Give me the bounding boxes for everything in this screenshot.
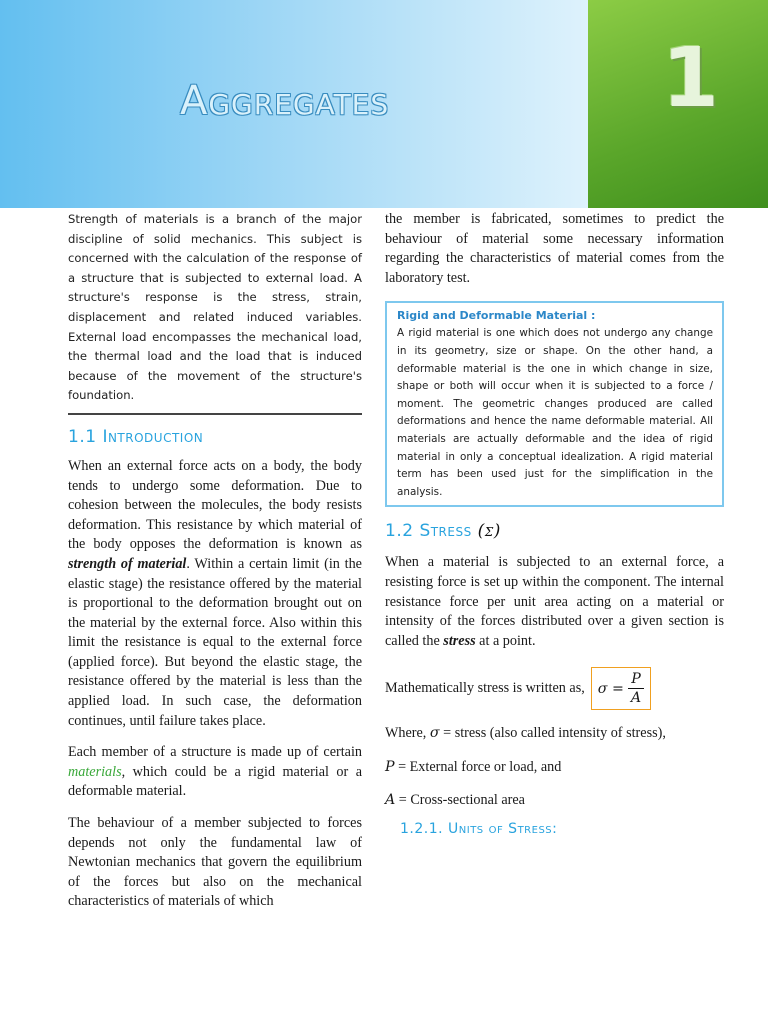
introduction-paragraph-2 (68, 743, 362, 802)
stress-formula (591, 667, 651, 710)
left-column (68, 210, 362, 912)
intro-paragraph: Strength of materials is a branch of the major discipline of solid mechanics. This subject is concerned with the calculation of the response of a structure that is subjected to external load. A structure's response is the stress, strain, displacement and related induced variables. External load encompasses the mechanical load, the thermal load and the load that is induced because of the movement of the structure's foundation. (68, 212, 362, 403)
chapter-number: 1 (662, 31, 720, 126)
formula-lhs: σ = (597, 680, 624, 697)
callout-text: A rigid material is one which does not undergo any change in its geometry, size or shape. On the other hand, a deformable material is the one in which change in size, shape or both will occur when it is subjected to a force / moment. The geometric changes produced are called deformations and hence the name deformable material. All materials are actually deformable and the idea of rigid material in only a conceptual idealization. A rigid material term has been used just for the simplification in the analysis. (397, 327, 713, 498)
stress-heading-text: 1.2 Stress (385, 521, 472, 542)
materials-link[interactable]: materials (68, 763, 122, 780)
formula-label: Mathematically stress is written as, (385, 680, 585, 697)
text-run: = Cross-sectional area (395, 792, 525, 809)
formula-numerator: P (628, 670, 644, 689)
emphasis-stress: stress (443, 632, 476, 649)
introduction-paragraph-3-continued: the member is fabricated, sometimes to predict the behaviour of material some necessary information regarding the characteristics of material comes from the laboratory test. (385, 211, 724, 286)
emphasis-strength-of-material: strength of material (68, 555, 187, 572)
introduction-paragraph-3: The behaviour of a member subjected to forces depends not only the fundamental law of Newtonian mechanics that govern the equilibrium of the forces but also on the mechanical characteristics of materials of which (68, 815, 362, 910)
rigid-deformable-callout (385, 301, 724, 507)
chapter-title: Aggregates (180, 78, 390, 124)
chapter-banner (0, 0, 588, 208)
sigma-symbol: (σ) (477, 521, 501, 542)
text-run: = stress (also called intensity of stress), (439, 725, 666, 742)
text-run: = External force or load, and (394, 758, 562, 775)
callout-title: Rigid and Deformable Material : (397, 309, 596, 323)
definition-a (385, 791, 724, 811)
right-column (385, 210, 724, 837)
definition-p (385, 758, 724, 778)
section-divider (68, 413, 362, 415)
stress-formula-line (385, 667, 724, 710)
chapter-number-box (588, 0, 768, 208)
a-symbol: A (385, 792, 396, 809)
text-run: When an external force acts on a body, the body tends to undergo some deformation. Due to cohesion between the molecules, the body resists deformation. This resistance by which material of the body opposes the deformation is known as (68, 457, 362, 553)
text-run: When a material is subjected to an external force, a resisting force is set up within the component. The internal resistance force per unit area acting on a material or intensity of the forces distributed over a given section is called the (385, 554, 724, 649)
p-symbol: P (385, 758, 395, 775)
formula-denominator: A (630, 690, 642, 707)
formula-fraction (628, 670, 644, 707)
stress-paragraph (385, 553, 724, 651)
sigma-symbol: σ (429, 725, 440, 742)
text-run: . Within a certain limit (in the elastic stage) the resistance offered by the material is proportional to the deformation brought out on the material by the external force. Also within this limit the resistance is equal to the external force (applied force). But beyond the elastic stage, the resistance offered by the material is less than the applied load. In such case, the deformation continues, until failure takes place. (68, 555, 362, 729)
text-run: , which could be a rigid material or a deformable material. (68, 763, 362, 800)
introduction-paragraph-1 (68, 457, 362, 731)
text-run: at a point. (475, 632, 536, 649)
text-run: Where, (385, 725, 430, 742)
section-heading-stress (385, 521, 724, 541)
subsection-heading-units: 1.2.1. Units of Stress: (400, 821, 558, 838)
section-heading-introduction: 1.1 Introduction (68, 426, 204, 447)
definition-sigma (385, 724, 724, 744)
text-run: Each member of a structure is made up of certain (68, 744, 362, 761)
